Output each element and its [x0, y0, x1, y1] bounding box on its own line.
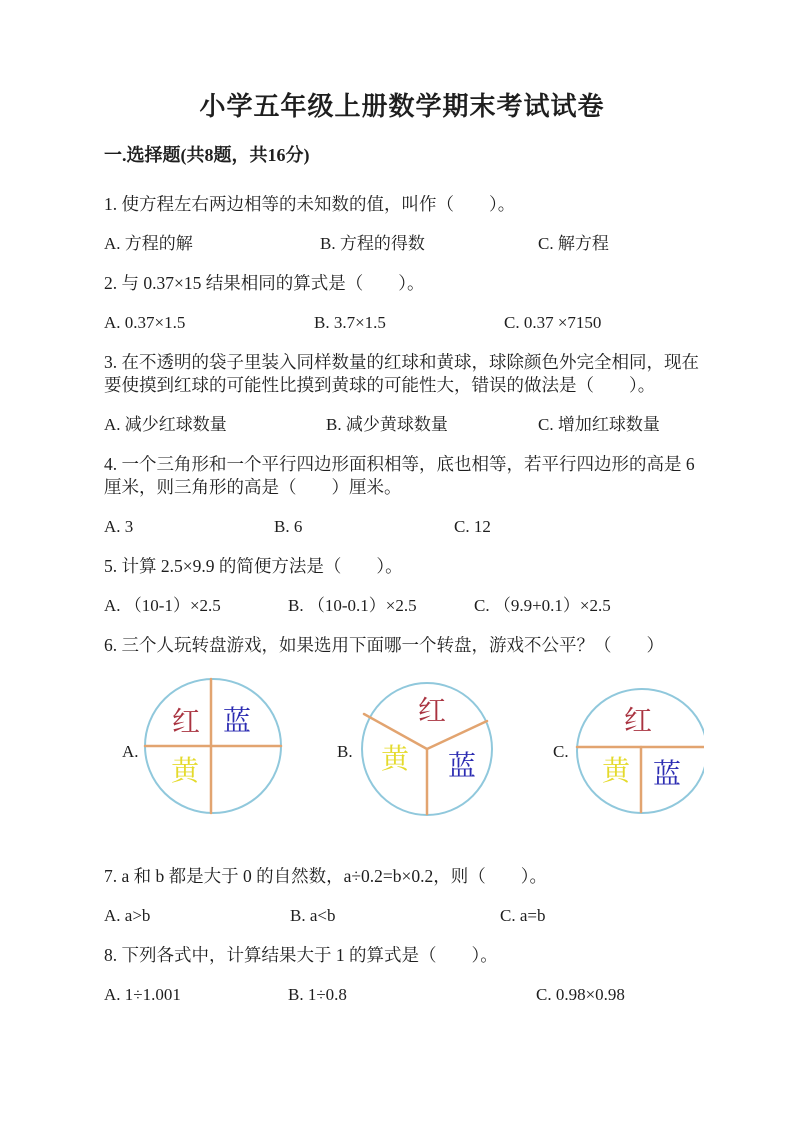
- spinner-a-sector-yellow-label: 黄: [170, 756, 200, 787]
- spinner-a-sector-red-label: 红: [171, 707, 201, 738]
- question-8-option-a: A. 1÷1.001: [104, 985, 181, 1004]
- question-5-text: 5. 计算 2.5×9.9 的简便方法是（ ）。: [104, 556, 403, 576]
- question-1: [104, 193, 700, 255]
- question-7-option-b: B. a<b: [290, 906, 336, 925]
- question-5-option-b: B. （10-0.1）×2.5: [288, 596, 417, 615]
- question-8-option-b: B. 1÷0.8: [288, 985, 347, 1004]
- question-6-text: 6. 三个人玩转盘游戏，如果选用下面哪一个转盘，游戏不公平？（ ）: [104, 635, 664, 655]
- question-4-option-b: B. 6: [274, 517, 303, 536]
- question-5-options: [104, 594, 700, 617]
- question-5: [104, 555, 700, 617]
- question-3: [104, 351, 700, 436]
- spinner-b-sector-blue-label: 蓝: [447, 751, 477, 782]
- spinner-c-sector-blue-label: 蓝: [652, 759, 682, 790]
- question-1-option-a: A. 方程的解: [104, 234, 193, 253]
- question-7-option-a: A. a>b: [104, 906, 151, 925]
- question-2-options: [104, 311, 700, 334]
- question-5-option-a: A. （10-1）×2.5: [104, 596, 221, 615]
- question-3-text: 3. 在不透明的袋子里装入同样数量的红球和黄球，球除颜色外完全相同，现在要使摸到红球的可能性比摸到黄球的可能性大，错误的做法是（ ）。: [104, 352, 699, 395]
- question-2-text: 2. 与 0.37×15 结果相同的算式是（ ）。: [104, 273, 425, 293]
- question-8-text: 8. 下列各式中，计算结果大于 1 的算式是（ ）。: [104, 945, 498, 965]
- spinner-a-sector-blue-label: 蓝: [222, 706, 252, 737]
- question-2-option-c: C. 0.37 ×7150: [504, 313, 602, 332]
- question-4-option-c: C. 12: [454, 517, 491, 536]
- question-1-option-b: B. 方程的得数: [320, 234, 425, 253]
- question-7-options: [104, 904, 700, 927]
- question-1-text: 1. 使方程左右两边相等的未知数的值，叫作（ ）。: [104, 194, 516, 214]
- spinner-diagrams: [104, 673, 700, 823]
- question-8: [104, 944, 700, 1006]
- section-heading: 一.选择题(共8题，共16分): [104, 145, 310, 165]
- spinner-a-letter: A.: [122, 742, 139, 761]
- question-7: [104, 865, 700, 927]
- question-1-options: [104, 232, 700, 255]
- spinner-b-letter: B.: [337, 742, 353, 761]
- question-4-options: [104, 515, 700, 538]
- spinner-c-sector-yellow-label: 黄: [601, 756, 631, 787]
- spinner-b-sector-red-label: 红: [417, 696, 447, 727]
- question-7-text: 7. a 和 b 都是大于 0 的自然数，a÷0.2=b×0.2，则（ ）。: [104, 866, 548, 886]
- spinner-b-sector-yellow-label: 黄: [380, 744, 410, 775]
- question-8-option-c: C. 0.98×0.98: [536, 985, 625, 1004]
- question-4-text: 4. 一个三角形和一个平行四边形面积相等，底也相等，若平行四边形的高是 6 厘米，则三角形的高是（ ）厘米。: [104, 454, 695, 497]
- question-4-option-a: A. 3: [104, 517, 134, 536]
- spinner-c-sector-red-label: 红: [623, 706, 653, 737]
- question-2-option-a: A. 0.37×1.5: [104, 313, 186, 332]
- question-3-option-b: B. 减少黄球数量: [326, 415, 448, 434]
- question-8-options: [104, 983, 700, 1006]
- question-2-option-b: B. 3.7×1.5: [314, 313, 386, 332]
- question-3-option-c: C. 增加红球数量: [538, 415, 660, 434]
- question-3-option-a: A. 减少红球数量: [104, 415, 227, 434]
- page-title: 小学五年级上册数学期末考试试卷: [199, 92, 605, 121]
- spinner-c-letter: C.: [553, 742, 569, 761]
- question-7-option-c: C. a=b: [500, 906, 546, 925]
- question-4: [104, 453, 700, 538]
- question-6: [104, 634, 700, 823]
- question-1-option-c: C. 解方程: [538, 234, 609, 253]
- question-5-option-c: C. （9.9+0.1）×2.5: [474, 596, 611, 615]
- question-2: [104, 272, 700, 334]
- question-3-options: [104, 413, 700, 436]
- spinner-diagram-svg: [104, 673, 704, 823]
